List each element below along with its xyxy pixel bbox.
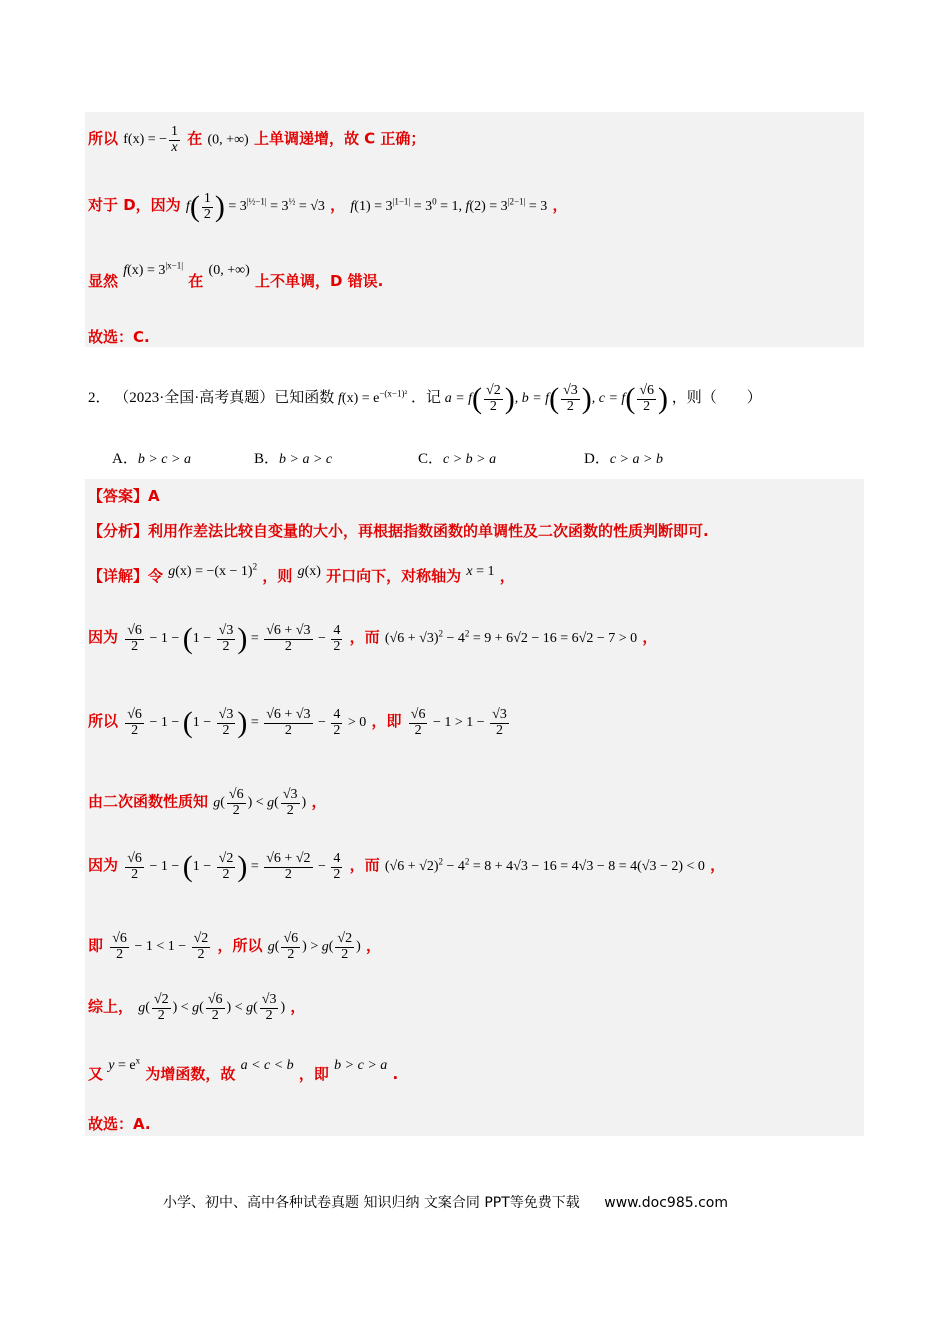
math-expr: (0, +∞)	[207, 132, 249, 148]
text: 上单调递增，故 C 正确；	[253, 129, 426, 148]
footer-text: 小学、初中、高中各种试卷真题 知识归纳 文案合同 PPT等免费下载	[163, 1195, 580, 1211]
text: 对于 D，因为	[88, 196, 181, 215]
text: ，而	[349, 856, 380, 875]
text: 由二次函数性质知	[88, 792, 209, 811]
answer-line	[88, 485, 160, 506]
option-a	[112, 447, 191, 468]
math-expr: $g(x) = -(x - 1)^2$	[168, 561, 258, 579]
text: ，即	[298, 1065, 329, 1083]
text: ，	[710, 856, 726, 875]
text: 在	[188, 272, 204, 290]
math-expr: $f(1) = 3^{|1-1|} = 3^0 = 1$, $f(2) = 3^{|2-1|} = 3$	[350, 196, 548, 215]
detail-line	[88, 1055, 399, 1084]
option-label: D．	[584, 451, 610, 467]
math-expr: f(x) = − $\frac{1}{x}$	[123, 124, 179, 155]
question-number: 2．	[88, 390, 111, 407]
option-expr: c > a > b	[609, 452, 663, 467]
text: 为增函数，故	[145, 1065, 236, 1083]
math-expr: (0, +∞)	[208, 263, 250, 278]
text: ，	[290, 997, 306, 1016]
option-c	[418, 447, 496, 468]
text: 又	[88, 1065, 104, 1083]
text: 所以	[88, 129, 119, 148]
math-expr: $\frac{√6}{2}$ − 1 − (1 − $\frac{√2}{2}$ ) = $\frac{√6 + √2}{2}$ − $\frac{4}{2}$	[127, 850, 341, 883]
math-expr: $\frac{√6}{2}$ − 1 < 1 − $\frac{√2}{2}$	[112, 931, 209, 962]
text: 故选：C.	[88, 328, 150, 346]
text: ，	[330, 196, 346, 215]
text: 上不单调，D 错误.	[254, 272, 384, 290]
text: 【详解】令	[88, 567, 164, 585]
text: ，	[499, 567, 515, 585]
detail-line	[88, 1113, 151, 1134]
text: 因为	[88, 856, 119, 875]
math-expr: $f(x) = e^{-(x-1)^2}$	[338, 388, 408, 407]
question-text: （2023·全国·高考真题）已知函数	[114, 390, 335, 407]
detail-line	[88, 561, 515, 586]
text: ，	[552, 196, 568, 215]
analysis-line	[88, 520, 709, 541]
math-expr: g( $\frac{√6}{2}$ ) > g( $\frac{√2}{2}$ )	[267, 931, 361, 962]
detail-line	[88, 932, 381, 962]
math-expr: a < c < b	[240, 1058, 294, 1073]
final-answer: 故选：A.	[88, 1115, 151, 1133]
math-expr: $\frac{√6}{2}$ − 1 > 1 − $\frac{√3}{2}$	[410, 706, 507, 738]
solution-line	[88, 326, 150, 347]
detail-line	[88, 788, 326, 818]
option-label: B．	[254, 451, 280, 467]
analysis-text: 【分析】利用作差法比较自变量的大小，再根据指数函数的单调性及二次函数的性质判断即可.	[88, 522, 709, 540]
text: 综上，	[88, 997, 134, 1016]
text: 开口向下，对称轴为	[326, 567, 462, 585]
text: ，	[365, 936, 381, 955]
math-expr: g(x)	[297, 564, 321, 579]
detail-line	[88, 850, 725, 884]
footer-link[interactable]: www.doc985.com	[604, 1195, 728, 1211]
math-expr: g( $\frac{√6}{2}$ ) < g( $\frac{√3}{2}$ )	[213, 787, 307, 818]
text: ，即	[371, 712, 402, 731]
option-label: A．	[112, 451, 138, 467]
text: 在	[187, 129, 203, 148]
solution-line	[88, 190, 567, 224]
detail-line	[88, 706, 511, 740]
question-text: ，则（ ）	[671, 390, 762, 407]
text: ，	[642, 628, 658, 647]
math-expr: b > c > a	[334, 1058, 388, 1073]
math-expr: a = f( $\frac{√2}{2}$ ), b = f( $\frac{√3}{2}$ ), c = f( $\frac{√6}{2}$ )	[444, 382, 669, 415]
text: .	[392, 1065, 399, 1083]
option-expr: b > a > c	[279, 452, 333, 467]
text: 所以	[88, 712, 119, 731]
option-expr: b > c > a	[137, 452, 191, 467]
question-2	[88, 382, 762, 416]
math-expr: $(√6 + √2)^2 - 4^2 = 8 + 4√3 - 16 = 4√3 - 8 = 4(√3 - 2) < 0$	[384, 856, 705, 875]
math-expr: x = 1	[466, 564, 495, 579]
math-expr: $\frac{√6}{2}$ − 1 − (1 − $\frac{√3}{2}$ ) = $\frac{√6 + √3}{2}$ − $\frac{4}{2}$ > 0	[127, 706, 367, 739]
detail-line	[88, 622, 657, 656]
text: 显然	[88, 272, 119, 290]
answer-label: 【答案】A	[88, 487, 160, 505]
text: 因为	[88, 628, 119, 647]
option-d	[584, 447, 663, 468]
math-expr: $f(x) = 3^{|x-1|}$	[123, 260, 184, 278]
text: ，所以	[217, 936, 263, 955]
option-expr: c > b > a	[443, 452, 497, 467]
detail-line	[88, 993, 305, 1023]
math-expr: g( $\frac{√2}{2}$ ) < g( $\frac{√6}{2}$ ) < g( $\frac{√3}{2}$ )	[138, 992, 286, 1023]
text: ，	[311, 792, 327, 811]
footer	[163, 1192, 734, 1212]
solution-line	[88, 260, 384, 291]
option-b	[254, 447, 332, 468]
math-expr: $(√6 + √3)^2 - 4^2 = 9 + 6√2 - 16 = 6√2 - 7 > 0$	[384, 628, 638, 647]
text: ，则	[262, 567, 293, 585]
question-text: ．记	[410, 390, 441, 407]
text: ，而	[349, 628, 380, 647]
text: 即	[88, 936, 104, 955]
option-label: C．	[418, 451, 444, 467]
math-expr: $\frac{√6}{2}$ − 1 − (1 − $\frac{√3}{2}$ ) = $\frac{√6 + √3}{2}$ − $\frac{4}{2}$	[127, 622, 341, 655]
math-expr: f( $\frac{1}{2}$ ) = $3^{|\frac{1}{2}-1|} = 3^{\frac{1}{2}} = √3$	[185, 190, 325, 223]
math-expr: $y = e^x$	[108, 1055, 141, 1073]
solution-line	[88, 125, 425, 155]
